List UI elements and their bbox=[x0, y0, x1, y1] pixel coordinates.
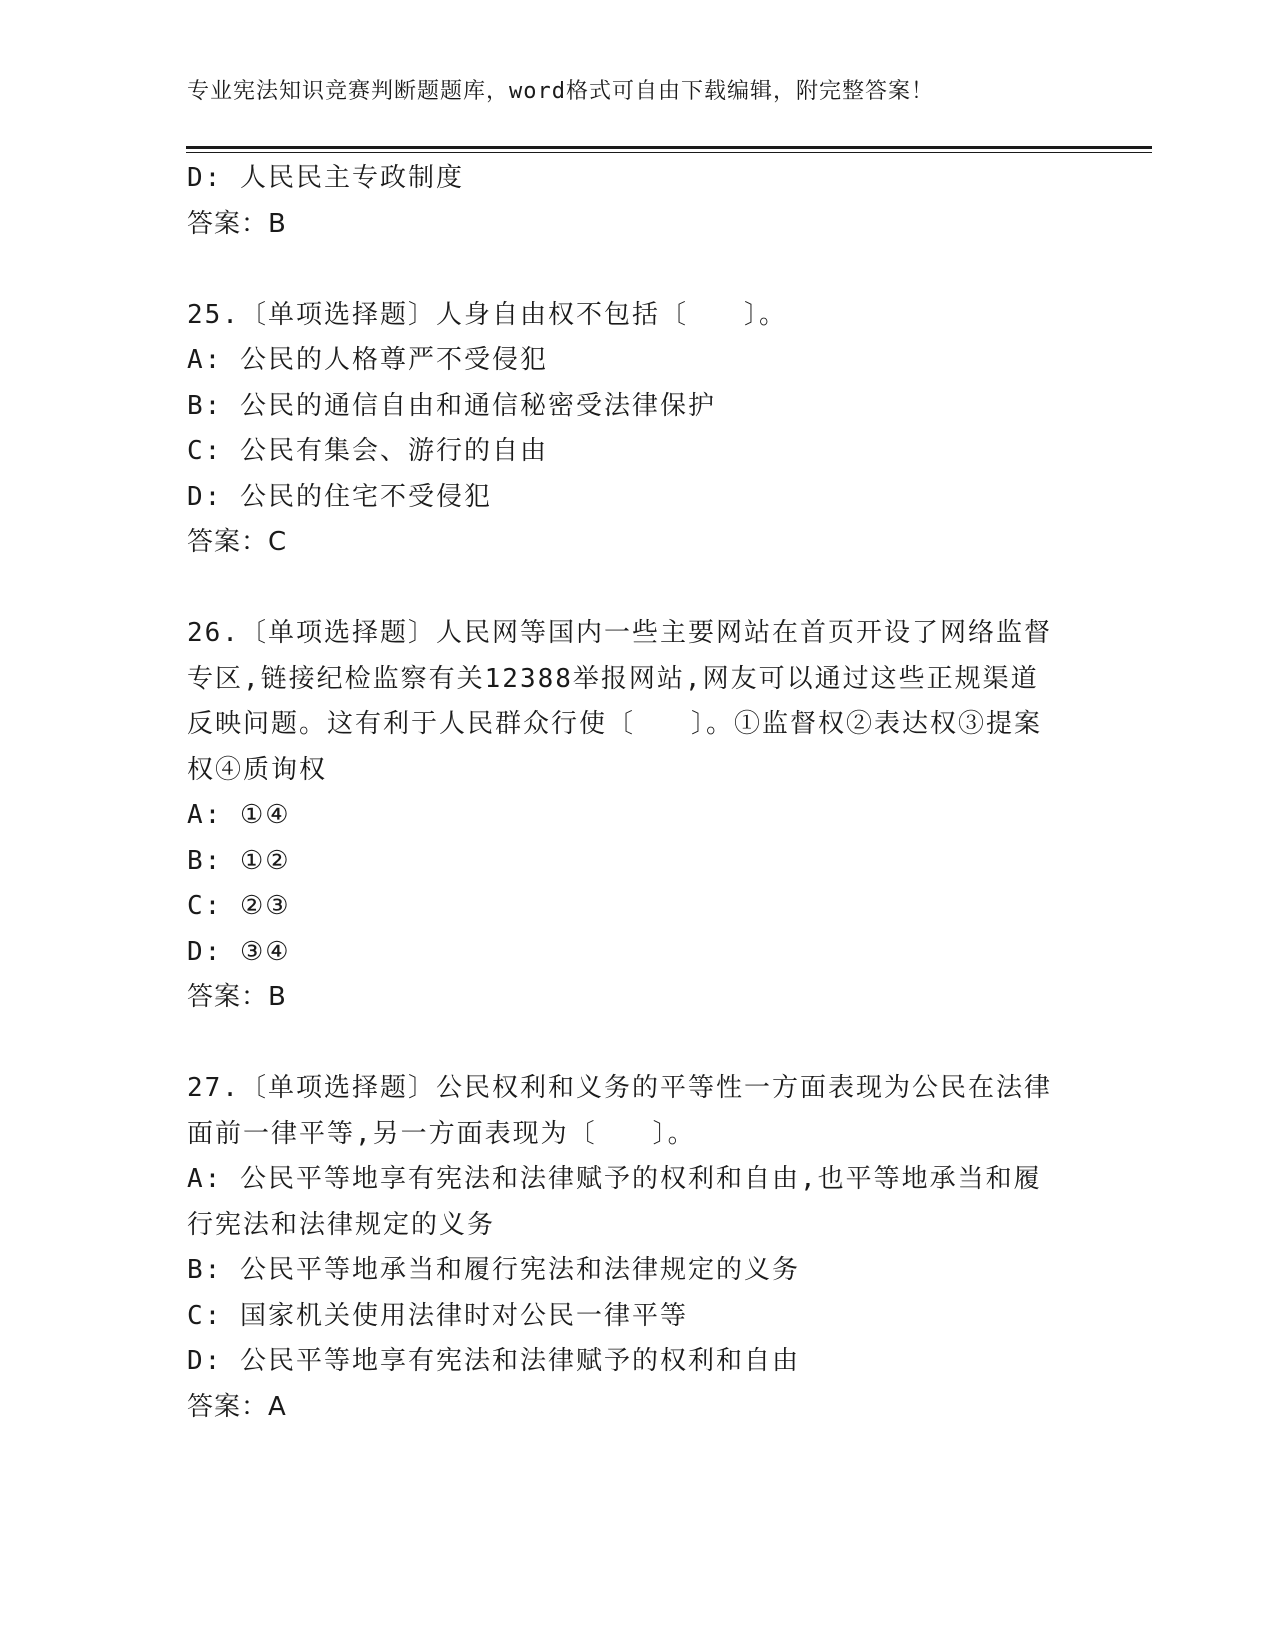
header-rule-thick bbox=[186, 146, 1152, 149]
option-a-continued: 行宪法和法律规定的义务 bbox=[187, 1209, 496, 1240]
carryover-block bbox=[187, 156, 1087, 247]
option-d: D: 公民的住宅不受侵犯 bbox=[187, 481, 492, 512]
option-c: C: 国家机关使用法律时对公民一律平等 bbox=[187, 1300, 688, 1331]
answer-line: 答案：B bbox=[187, 982, 287, 1012]
question-26 bbox=[187, 611, 1087, 1021]
option-b: B: ①② bbox=[187, 845, 291, 876]
option-d: D: ③④ bbox=[187, 936, 291, 967]
question-text: 专区,链接纪检监察有关12388举报网站,网友可以通过这些正规渠道 bbox=[187, 663, 1039, 694]
option-a: A: 公民的人格尊严不受侵犯 bbox=[187, 345, 548, 375]
option-a: A: ①④ bbox=[187, 800, 291, 830]
option-c: C: ②③ bbox=[187, 891, 291, 921]
option-b: B: 公民平等地承当和履行宪法和法律规定的义务 bbox=[187, 1255, 800, 1285]
option-b: B: 公民的通信自由和通信秘密受法律保护 bbox=[187, 390, 716, 421]
spacer bbox=[187, 1021, 1087, 1067]
answer-line: 答案：B bbox=[187, 208, 287, 239]
question-27 bbox=[187, 1066, 1087, 1430]
page-header: 专业宪法知识竞赛判断题题库，word格式可自由下载编辑，附完整答案！ bbox=[187, 79, 934, 104]
question-text: 面前一律平等,另一方面表现为〔 〕。 bbox=[187, 1118, 696, 1149]
question-text: 27.〔单项选择题〕公民权利和义务的平等性一方面表现为公民在法律 bbox=[187, 1073, 1052, 1103]
question-text: 25.〔单项选择题〕人身自由权不包括〔 〕。 bbox=[187, 299, 787, 330]
question-text: 26.〔单项选择题〕人民网等国内一些主要网站在首页开设了网络监督 bbox=[187, 618, 1052, 648]
option-d: D: 人民民主专政制度 bbox=[187, 163, 464, 193]
option-a: A: 公民平等地享有宪法和法律赋予的权利和自由,也平等地承当和履 bbox=[187, 1164, 1042, 1194]
answer-line: 答案：A bbox=[187, 1391, 287, 1422]
spacer bbox=[187, 566, 1087, 612]
question-25 bbox=[187, 293, 1087, 566]
question-text: 反映问题。这有利于人民群众行使〔 〕。①监督权②表达权③提案 bbox=[187, 709, 1043, 739]
option-d: D: 公民平等地享有宪法和法律赋予的权利和自由 bbox=[187, 1346, 800, 1376]
answer-line: 答案：C bbox=[187, 527, 288, 557]
option-c: C: 公民有集会、游行的自由 bbox=[187, 436, 548, 466]
document-body bbox=[187, 156, 1087, 1430]
question-text: 权④质询权 bbox=[187, 754, 328, 785]
header-rule-thin bbox=[186, 152, 1152, 153]
spacer bbox=[187, 247, 1087, 293]
